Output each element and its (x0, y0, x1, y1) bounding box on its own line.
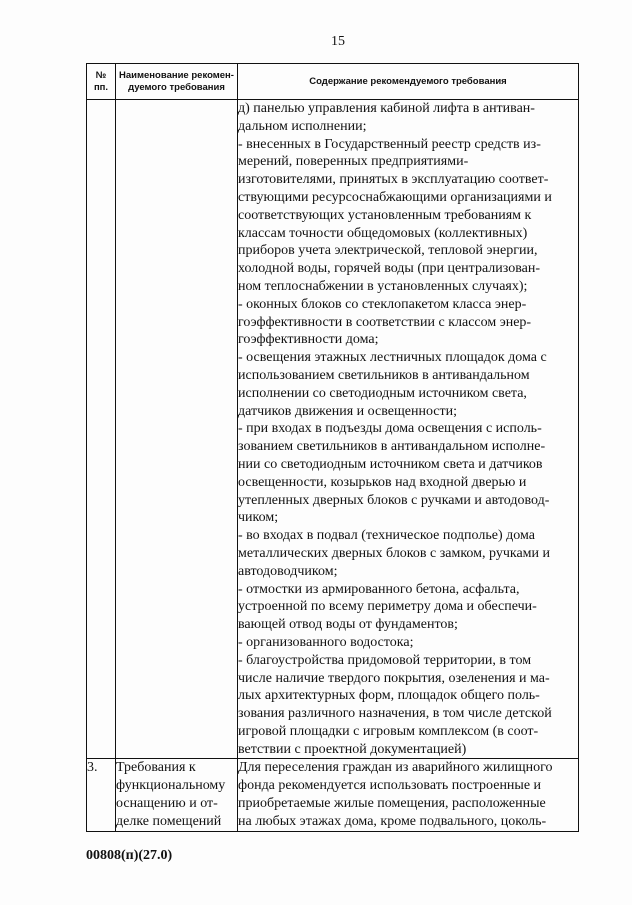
text-line: - благоустройства придомовой территории, в том (238, 652, 532, 668)
text-line: утепленных дверных блоков с ручками и автодовод- (238, 492, 550, 508)
document-code: 00808(п)(27.0) (86, 848, 173, 863)
text-line: изготовителями, принятых в эксплуатацию соответ- (238, 172, 549, 188)
text-line: д) панелью управления кабиной лифта в антиван- (238, 101, 535, 116)
text-line: приборов учета электрической, тепловой энергии, (238, 243, 538, 259)
header-requirement-name (116, 64, 238, 100)
header-number (87, 64, 116, 100)
text-line: классам точности общедомовых (коллективных) (238, 225, 528, 241)
text-line: - отмостки из армированного бетона, асфальта, (238, 581, 520, 597)
text-line: датчиков движения и освещенности; (238, 403, 458, 419)
text-line: Содержание рекомендуемого требования (309, 75, 507, 87)
table-header-row (87, 64, 579, 100)
text-line: освещенности, козырьков над входной дверью и (238, 474, 527, 490)
text-line: - во входах в подвал (техническое подполье) дома (238, 528, 535, 544)
text-line: Требования к (116, 760, 196, 776)
requirement-name-cell (116, 759, 238, 832)
text-line: фонда рекомендуется использовать построенные и (238, 778, 542, 794)
text-line: дуемого требования (128, 81, 225, 93)
requirement-content-cell (238, 100, 579, 759)
row-number-cell: 3. (87, 759, 116, 832)
text-line: - оконных блоков со стеклопакетом класса энер- (238, 296, 527, 312)
text-line: соответствующих установленным требованиям к (238, 207, 532, 223)
text-line: на любых этажах дома, кроме подвального, цоколь- (238, 814, 547, 830)
text-line: гоэффективности дома; (238, 332, 379, 348)
text-line: ствующими ресурсоснабжающими организациями и (238, 189, 552, 205)
text-line: Наименование рекомен- (119, 69, 234, 81)
text-line: пп. (93, 81, 109, 93)
text-line: холодной воды, горячей воды (при централизован- (238, 261, 541, 277)
text-line: ном теплоснабжении в установленных случаях); (238, 278, 528, 294)
text-line: нии со светодиодным источником света и датчиков (238, 456, 543, 472)
table-row (87, 100, 579, 759)
text-line: металлических дверных блоков с замком, ручками и (238, 545, 551, 561)
requirement-name-cell (116, 100, 238, 759)
header-requirement-content (238, 64, 579, 100)
text-line: делке помещений (116, 814, 222, 830)
text-line: ветствии с проектной документацией) (238, 741, 467, 757)
page-number: 15 (331, 34, 345, 49)
text-line: игровой площадки с игровым комплексом (в соот- (238, 723, 539, 739)
text-line: числе наличие твердого покрытия, озеленения и ма- (238, 670, 550, 686)
text-line: приобретаемые жилые помещения, расположенные (238, 796, 546, 812)
text-line: - освещения этажных лестничных площадок дома с (238, 350, 547, 366)
text-line: функциональному (116, 778, 226, 794)
text-line: использованием светильников в антивандальном (238, 367, 530, 383)
text-line: зованием светильников в антивандальном исполне- (238, 439, 546, 455)
text-line: лых архитектурных форм, площадок общего поль- (238, 688, 540, 704)
table-row (87, 759, 579, 832)
text-line: мерений, поверенных предприятиями- (238, 154, 469, 170)
text-line: оснащению и от- (116, 796, 218, 812)
text-line: - при входах в подъезды дома освещения с исполь- (238, 421, 542, 437)
text-line: дальном исполнении; (238, 118, 367, 134)
text-line: автодоводчиком; (238, 563, 338, 579)
text-line: № (95, 69, 107, 81)
text-line: вающей отвод воды от фундаментов; (238, 617, 458, 633)
requirements-table (86, 63, 579, 832)
text-line: гоэффективности в соответствии с классом энер- (238, 314, 532, 330)
text-line: исполнении со светодиодным источником света, (238, 385, 527, 401)
row-number-cell (87, 100, 116, 759)
text-line: - внесенных в Государственный реестр средств из- (238, 136, 541, 152)
text-line: - организованного водостока; (238, 634, 414, 650)
text-line: Для переселения граждан из аварийного жилищного (238, 760, 553, 776)
text-line: чиком; (238, 510, 279, 526)
requirement-content-cell (238, 759, 579, 832)
text-line: устроенной по всему периметру дома и обеспечи- (238, 599, 537, 615)
text-line: зования различного назначения, в том числе детской (238, 706, 552, 722)
